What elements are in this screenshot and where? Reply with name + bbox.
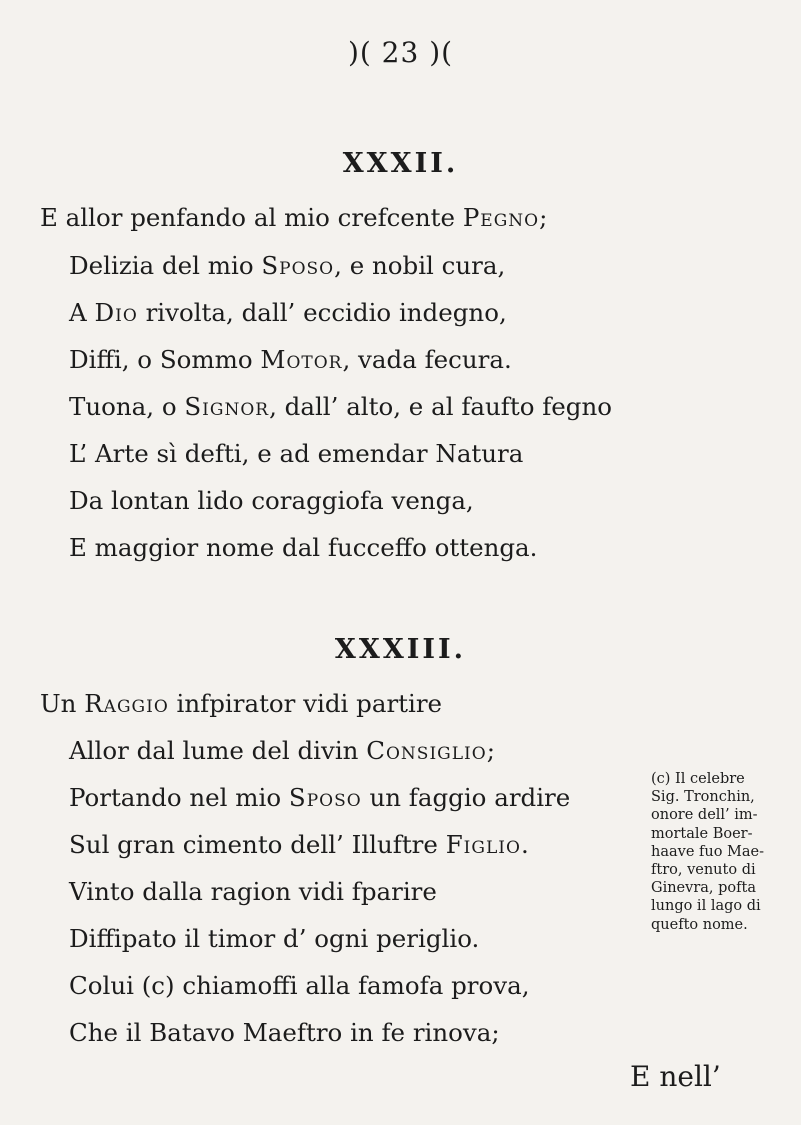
footnote-line: lungo il lago di bbox=[651, 898, 761, 915]
margin-footnote bbox=[651, 770, 791, 934]
verse-text: rivolta, dall’ eccidio indegno, bbox=[137, 298, 507, 327]
verse-line bbox=[69, 971, 530, 1000]
verse-smallcaps: Raggio bbox=[84, 689, 169, 718]
verse-line bbox=[69, 533, 538, 562]
verse-text: infpirator vidi partire bbox=[168, 689, 443, 718]
verse-smallcaps: Sposo bbox=[261, 251, 335, 280]
verse-smallcaps: Sposo bbox=[288, 783, 362, 812]
verse-line bbox=[69, 1018, 500, 1047]
verse-line bbox=[40, 689, 443, 718]
verse-smallcaps: Motor bbox=[260, 345, 343, 374]
verse-line bbox=[69, 439, 524, 468]
verse-text: . bbox=[520, 830, 529, 859]
verse-text: Che il Batavo Maeftro in fe rinova; bbox=[69, 1018, 500, 1047]
verse-line bbox=[40, 203, 548, 232]
verse-text: E allor penfando al mio crefcente bbox=[40, 203, 463, 232]
verse-text: Vinto dalla ragion vidi fparire bbox=[69, 877, 437, 906]
verse-text: , vada fecura. bbox=[342, 345, 512, 374]
verse-line bbox=[69, 298, 507, 327]
verse-line bbox=[69, 830, 529, 859]
verse-line bbox=[69, 392, 613, 421]
verse-text: Colui (c) chiamoffi alla famofa prova, bbox=[69, 971, 530, 1000]
footnote-line: ftro, venuto di bbox=[651, 862, 756, 879]
footnote-line: Ginevra, pofta bbox=[651, 880, 756, 897]
verse-line bbox=[69, 783, 571, 812]
verse-text: , dall’ alto, e al faufto fegno bbox=[269, 392, 613, 421]
verse-smallcaps: Consiglio bbox=[366, 736, 487, 765]
footnote-line: Sig. Tronchin, bbox=[651, 789, 755, 806]
stanza-numeral: XXXIII. bbox=[334, 634, 467, 665]
verse-text: Diffi, o Sommo bbox=[69, 345, 261, 374]
verse-text: Tuona, o bbox=[69, 392, 185, 421]
verse-text: Diffipato il timor d’ ogni periglio. bbox=[69, 924, 480, 953]
verse-text: L’ Arte sì defti, e ad emendar Natura bbox=[69, 439, 524, 468]
verse-line bbox=[69, 251, 506, 280]
catchword: E nell’ bbox=[630, 1060, 721, 1093]
verse-smallcaps: Dio bbox=[94, 298, 138, 327]
verse-line bbox=[69, 486, 474, 515]
page-number: )( 23 )( bbox=[347, 36, 454, 69]
verse-text: Portando nel mio bbox=[69, 783, 289, 812]
verse-line bbox=[69, 877, 437, 906]
footnote-line: quefto nome. bbox=[651, 916, 748, 933]
footnote-line: haave fuo Mae- bbox=[651, 843, 765, 860]
stanza-numeral: XXXII. bbox=[342, 148, 459, 179]
verse-text: Delizia del mio bbox=[69, 251, 262, 280]
verse-text: A bbox=[69, 298, 95, 327]
verse-text: Sul gran cimento dell’ Illuftre bbox=[69, 830, 446, 859]
verse-text: Un bbox=[40, 689, 85, 718]
verse-text: , e nobil cura, bbox=[334, 251, 506, 280]
footnote-line: onore dell’ im- bbox=[651, 807, 758, 824]
verse-text: ; bbox=[539, 203, 548, 232]
verse-line bbox=[69, 924, 480, 953]
footnote-line: mortale Boer- bbox=[651, 825, 753, 842]
verse-text: E maggior nome dal fucceffo ottenga. bbox=[69, 533, 538, 562]
verse-line bbox=[69, 345, 512, 374]
verse-smallcaps: Figlio bbox=[445, 830, 521, 859]
verse-smallcaps: Pegno bbox=[462, 203, 540, 232]
verse-smallcaps: Signor bbox=[184, 392, 270, 421]
footnote-line: (c) Il celebre bbox=[651, 771, 745, 787]
verse-line bbox=[69, 736, 495, 765]
verse-text: un faggio ardire bbox=[361, 783, 571, 812]
verse-text: Da lontan lido coraggiofa venga, bbox=[69, 486, 474, 515]
verse-text: Allor dal lume del divin bbox=[69, 736, 367, 765]
verse-text: ; bbox=[486, 736, 495, 765]
